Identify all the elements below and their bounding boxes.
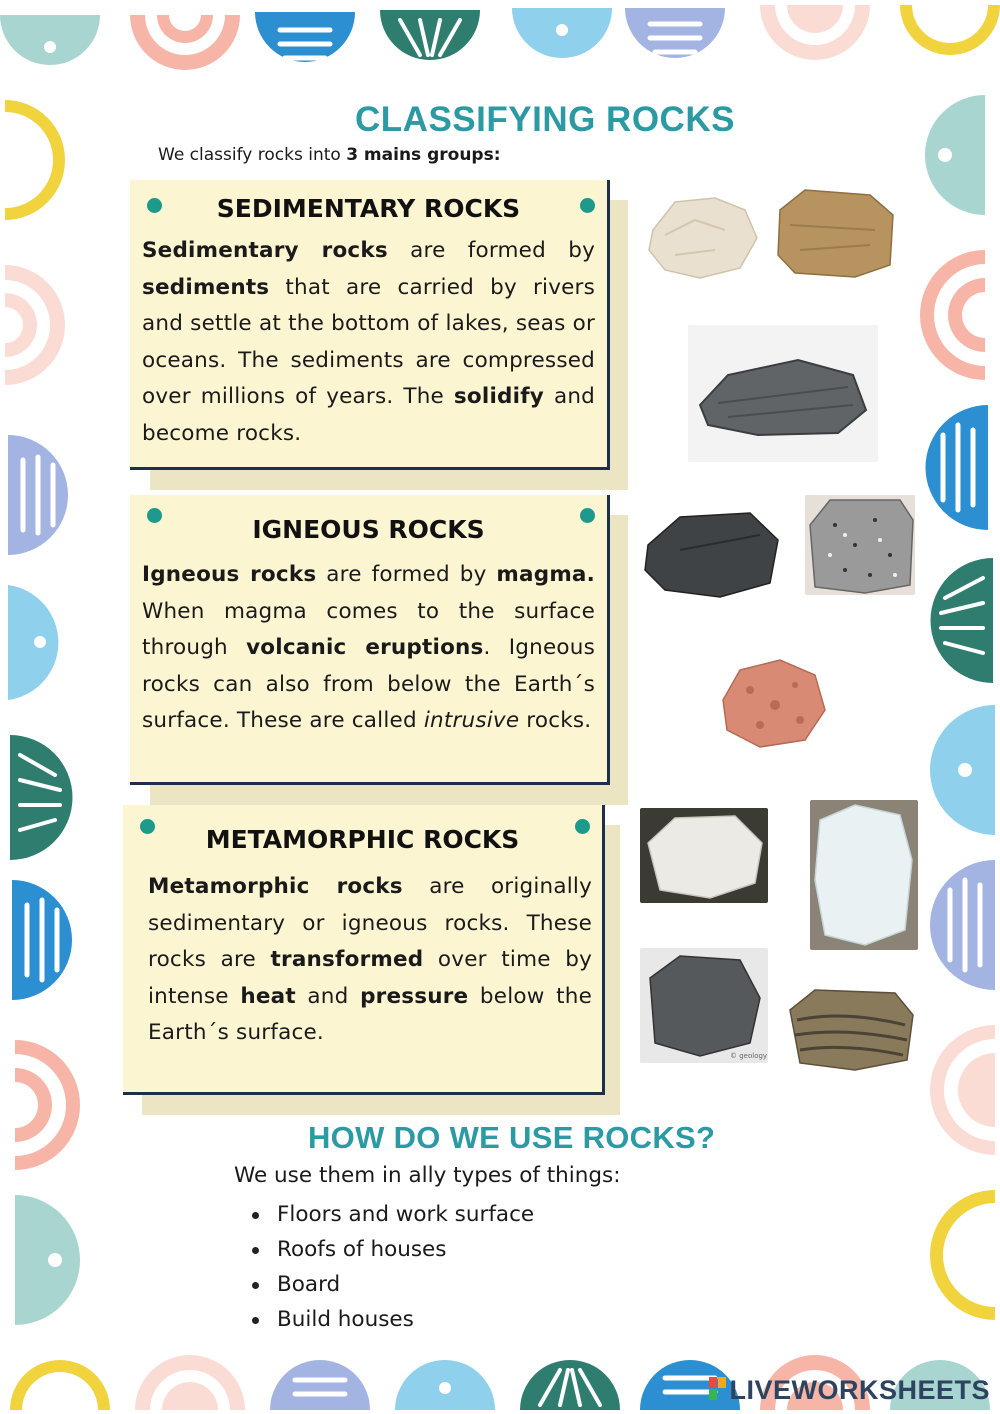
sedimentary-card bbox=[130, 180, 610, 470]
rock-photo-shale bbox=[688, 325, 878, 462]
igneous-card bbox=[130, 495, 610, 785]
rock-photo-slate bbox=[640, 948, 768, 1063]
intro-text: We classify rocks into 3 mains groups: bbox=[158, 145, 501, 165]
page-title: CLASSIFYING ROCKS bbox=[355, 100, 735, 139]
rock-photo-sandstone bbox=[775, 185, 895, 280]
rock-photo-quartzite bbox=[810, 800, 918, 950]
igneous-heading: IGNEOUS ROCKS bbox=[252, 515, 485, 544]
rock-photo-gneiss bbox=[785, 975, 915, 1075]
uses-list bbox=[252, 1197, 534, 1337]
list-item: Roofs of houses bbox=[252, 1232, 534, 1267]
liveworksheets-logo-icon bbox=[709, 1377, 727, 1401]
sedimentary-heading: SEDIMENTARY ROCKS bbox=[216, 194, 521, 223]
photo-credit: © geology bbox=[730, 1052, 768, 1060]
list-item: Build houses bbox=[252, 1302, 534, 1337]
uses-intro: We use them in ally types of things: bbox=[234, 1163, 621, 1188]
rock-photo-basalt bbox=[640, 505, 785, 605]
list-item: Floors and work surface bbox=[252, 1197, 534, 1232]
list-item: Board bbox=[252, 1267, 534, 1302]
uses-heading: HOW DO WE USE ROCKS? bbox=[308, 1120, 716, 1155]
metamorphic-card bbox=[123, 805, 605, 1095]
sedimentary-text: Sedimentary rocks are formed by sediments that are carried by rivers and settle at the bottom of lakes, seas or oceans. The sediments are compressed over millions of years. The solidify and become rocks. bbox=[142, 238, 595, 446]
brand-name: LIVEWORKSHEETS bbox=[729, 1375, 990, 1405]
igneous-text: Igneous rocks are formed by magma. When magma comes to the surface through volcanic eruptions. Igneous rocks can also from below the Earth´s surface. These are called intrusive rocks. bbox=[142, 562, 596, 733]
rock-photo-pumice bbox=[715, 655, 830, 750]
liveworksheets-logo[interactable] bbox=[709, 1375, 990, 1406]
rock-photo-marble bbox=[640, 808, 768, 903]
rock-photo-limestone bbox=[645, 190, 760, 285]
metamorphic-text: Metamorphic rocks are originally sedimentary or igneous rocks. These rocks are transformed over time by intense heat and pressure below the Earth´s surface. bbox=[148, 874, 593, 1045]
rock-photo-granite bbox=[805, 495, 915, 595]
metamorphic-heading: METAMORPHIC ROCKS bbox=[205, 825, 520, 854]
